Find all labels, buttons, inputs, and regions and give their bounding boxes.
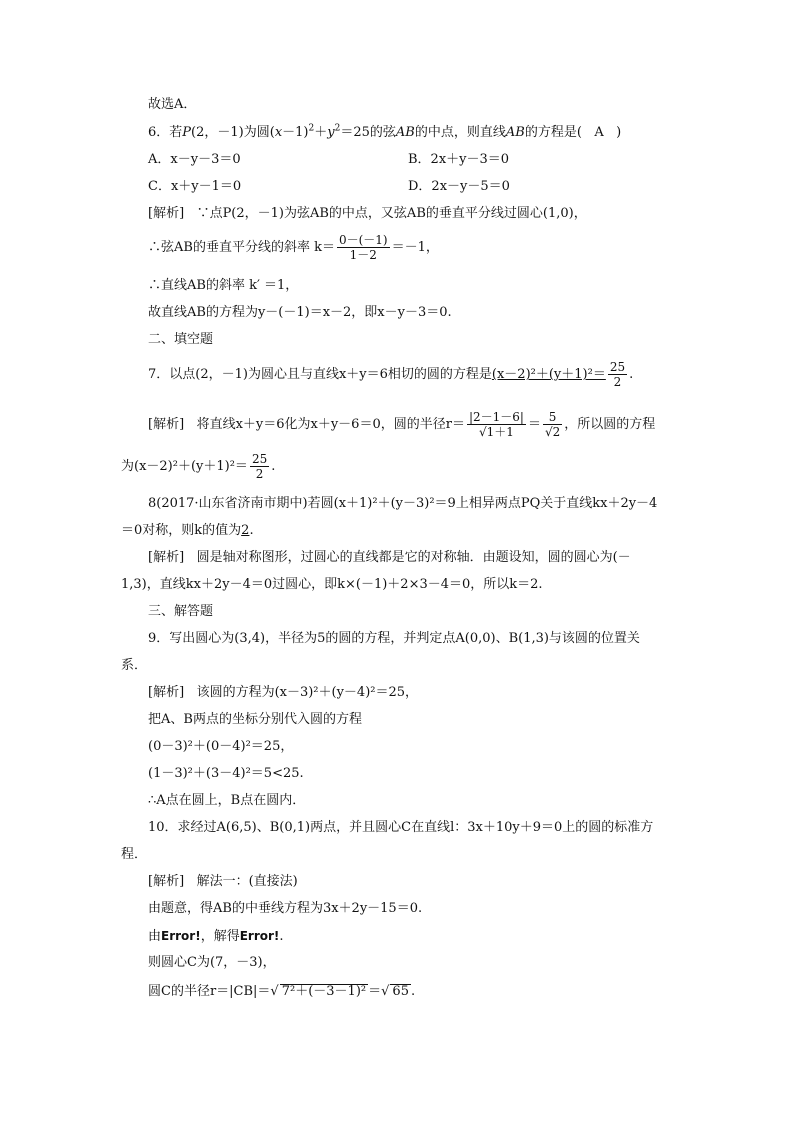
solution-line: 则圆心C为(7，－3)， — [148, 955, 276, 970]
solution-line: 由题意，得AB的中垂线方程为3x＋2y－15＝0. — [148, 901, 423, 916]
section-heading: 三、解答题 — [148, 604, 214, 619]
solution-line: (0－3)²＋(0－4)²＝25， — [148, 739, 294, 754]
option-d: D．2x－y－5＝0 — [408, 179, 510, 194]
question-10: 10．求经过A(6,5)、B(0,1)两点，并且圆心C在直线l：3x＋10y＋9＝0上的圆的标准方 — [148, 820, 654, 835]
question-6: 6．若P(2，－1)为圆$(x-1)^2+y^2=25$的弦AB的中点，则直线AB的方程是( A ) — [148, 123, 622, 140]
option-a: A．x－y－3＝0 — [148, 152, 241, 167]
solution-line: ∴直线AB的斜率 k′ ＝1， — [148, 278, 299, 293]
option-c: C．x＋y－1＝0 — [148, 179, 242, 194]
error-text: Error! — [161, 929, 201, 943]
question-7: 7．以点(2，－1)为圆心且与直线x＋y＝6相切的圆的方程是(x－2)²＋(y＋1)²＝ $\frac{25}{2}$ . — [148, 360, 634, 389]
fraction: $\frac{0-(-1)}{1-2}$ — [338, 233, 388, 262]
option-b: B．2x＋y－3＝0 — [408, 152, 510, 167]
question-8: 8(2017·山东省济南市期中)若圆(x＋1)²＋(y－3)²＝9上相异两点PQ关于直线kx＋2y－4 — [148, 496, 658, 511]
solution-line: 故直线AB的方程为y－(－1)＝x－2，即x－y－3＝0. — [148, 305, 452, 320]
solution-line: 1,3)，直线kx＋2y－4＝0过圆心，即k×(－1)＋2×3－4＝0，所以k＝2. — [121, 577, 543, 592]
answer: 2 — [241, 523, 250, 538]
solution-line: [解析] 将直线x＋y＝6化为x＋y－6＝0，圆的半径r＝ $\frac{|2-1-6|}{√1+1}$ ＝ $\frac{5}{√2}$ ，所以圆的方程 — [148, 410, 656, 439]
solution-line: [解析] 解法一：(直接法) — [148, 874, 298, 889]
solution-line: [解析] 圆是轴对称图形，过圆心的直线都是它的对称轴．由题设知，圆的圆心为(－ — [148, 550, 631, 565]
error-text: Error! — [239, 929, 280, 943]
solution-line: [解析] 该圆的方程为(x－3)²＋(y－4)²＝25， — [148, 685, 419, 700]
solution-line: ∴A点在圆上，B点在圆内． — [148, 793, 306, 808]
solution-line: (1－3)²＋(3－4)²＝5<25. — [148, 766, 304, 781]
question-10: 程． — [121, 847, 148, 862]
answer: A — [594, 125, 604, 140]
section-heading: 二、填空题 — [148, 332, 214, 347]
solution-line: ∴弦AB的垂直平分线的斜率 k＝ $\frac{0-(-1)}{1-2}$ ＝－1， — [148, 233, 439, 262]
question-9: 系． — [121, 658, 148, 673]
question-8: ＝0对称，则k的值为2. — [121, 523, 254, 538]
solution-line: [解析] ∵点P(2，－1)为弦AB的中点，又弦AB的垂直平分线过圆心(1,0)， — [148, 206, 587, 221]
text-line: 故选A． — [148, 97, 197, 112]
solution-line: 圆C的半径r＝|CB|＝√ 7²＋(－3－1)² ＝√ 65 . — [148, 984, 416, 999]
solution-line: 由Error!，解得Error!. — [148, 929, 284, 944]
question-9: 9．写出圆心为(3,4)，半径为5的圆的方程，并判定点A(0,0)、B(1,3)与该圆的位置关 — [148, 631, 640, 646]
solution-line: 把A、B两点的坐标分别代入圆的方程 — [148, 712, 362, 727]
answer: (x－2)²＋(y＋1)²＝ $\frac{25}{2}$ — [491, 360, 626, 389]
solution-line: 为(x－2)²＋(y＋1)²＝ $\frac{25}{2}$ . — [121, 452, 276, 481]
